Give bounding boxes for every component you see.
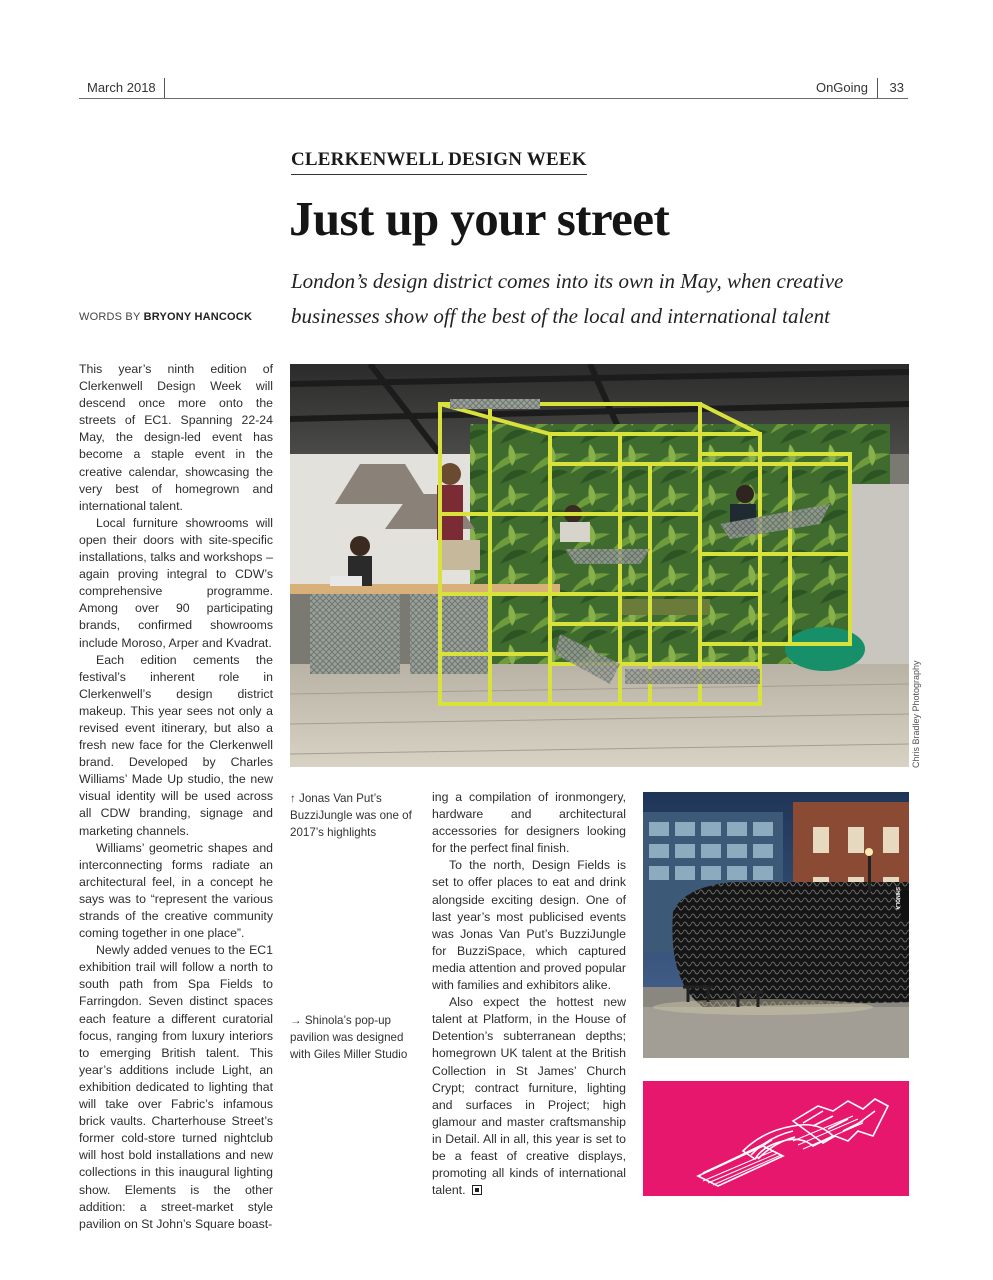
page-header (79, 78, 908, 99)
caption-text: Shinola’s pop-up pavilion was designed with Giles Miller Studio (290, 1014, 408, 1061)
paragraph: This year’s ninth edition of Clerkenwell Design Week will descend once more onto the streets of EC1. Spanning 22-24 May, the design-led event has become a staple event in the creative calendar, showcasing the very best of homegrown and international talent. (79, 362, 273, 513)
article-headline: Just up your street (289, 191, 670, 246)
paragraph: To the north, Design Fields is set to offer places to eat and drink alongside exciting design. One of last year’s most publicised events was Jonas Van Put’s BuzziJungle for BuzziSpace, which captured media attention and proved popular with families and exhibitors alike. (432, 858, 626, 993)
buzzijungle-photo (290, 364, 909, 767)
body-column-3 (432, 789, 626, 1199)
photo-credit: Chris Bradley Photography (911, 660, 921, 768)
shinola-pavilion-photo (643, 792, 909, 1058)
cdw-logo-image (643, 1081, 909, 1196)
header-divider (877, 78, 878, 98)
paragraph: Local furniture showrooms will open their doors with site-specific installations, talks and workshops – again proving integral to CDW’s comprehensive programme. Among over 90 participating brands, confirmed showrooms include Moroso, Arper and Kvadrat. (79, 515, 273, 650)
page-number: 33 (889, 80, 904, 95)
photo-caption-2 (290, 1012, 420, 1063)
section-name: OnGoing (815, 80, 868, 95)
end-of-article-icon (472, 1185, 482, 1195)
header-divider (164, 78, 165, 98)
paragraph: Each edition cements the festival’s inherent role in Clerkenwell’s design district makeup. This year sees not only a revised event itinerary, but also a fresh new face for the Clerkenwell brand. Developed by Charles Williams’ Made Up studio, the new visual identity will be used across all CDW branding, signage and marketing channels. (79, 652, 273, 838)
caption-text: Jonas Van Put’s BuzziJungle was one of 2017’s highlights (290, 792, 412, 839)
arrow-up-icon: ↑ (290, 792, 296, 805)
paragraph: ing a compilation of ironmongery, hardware and architectural accessories for designers looking for the perfect final finish. (432, 790, 626, 856)
paragraph: Williams’ geometric shapes and interconnecting forms radiate an architectural feel, in a concept he says was to “represent the various strands of the creative community coming together in one place”. (79, 840, 273, 941)
issue-date: March 2018 (87, 80, 156, 95)
arrow-right-icon: → (290, 1014, 302, 1027)
paragraph-text: Also expect the hottest new talent at Platform, in the House of Detention’s subterranean depths; homegrown UK talent at the British Collection in St James’ Church Crypt; contract furniture, lighting and surfaces in Project; high glamour and master craftsmanship in Detail. All in all, this year is set to be a feast of creative displays, promoting all kinds of international talent. (432, 995, 626, 1198)
body-column-1 (79, 361, 273, 1233)
byline-author: BRYONY HANCOCK (143, 311, 253, 323)
article-kicker: CLERKENWELL DESIGN WEEK (291, 149, 587, 175)
article-standfirst: London’s design district comes into its own in May, when creative businesses show off the best of the local and international talent (291, 269, 844, 328)
photo-caption-1 (290, 790, 420, 841)
paragraph: Newly added venues to the EC1 exhibition trail will follow a north to south path from Spa Fields to Farringdon. Seven distinct spaces each feature a different curatorial focus, ranging from luxury interiors to emerging British talent. This year’s additions include Light, an exhibition dedicated to lighting that will take over Fabric’s infamous brick vaults. Charterhouse Street’s former cold-store turned nightclub will host bold installations and new collections in this inaugural lighting show. Elements is the other addition: a street-market style pavilion on St John’s Square boast- (79, 943, 273, 1231)
paragraph (432, 994, 626, 1199)
pavilion-sign: SHINOLA (894, 887, 900, 910)
byline-prefix: WORDS BY (79, 311, 141, 323)
byline (79, 311, 252, 323)
